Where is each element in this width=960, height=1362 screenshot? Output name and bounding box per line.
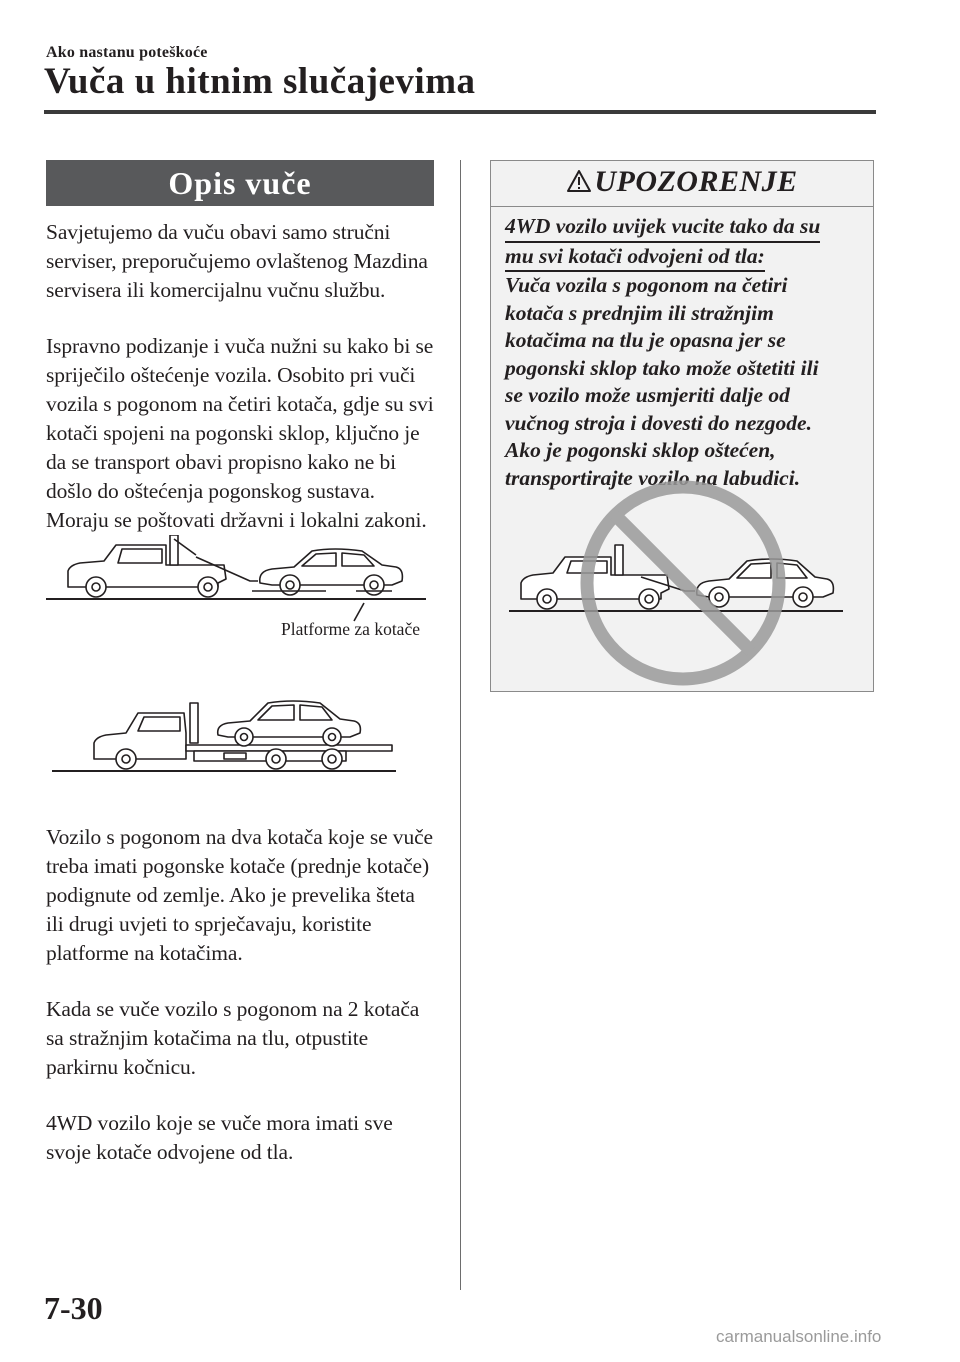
watermark: carmanualsonline.info (716, 1327, 882, 1346)
left-column (46, 160, 434, 1167)
warning-line: pogonski sklop tako može oštetiti ili (505, 355, 819, 380)
paragraph-5: 4WD vozilo koje se vuče mora imati sve svoje kotače odvojene od tla. (46, 1111, 393, 1164)
warning-underlined-line: mu svi kotači odvojeni od tla: (505, 243, 765, 273)
warning-line: se vozilo može usmjeriti dalje od (505, 383, 790, 407)
warning-line: vučnog stroja i dovesti do nezgode. (505, 410, 812, 435)
page-title: Vuča u hitnim slučajevima (44, 61, 476, 102)
prohibited-towing-illustration (491, 471, 875, 691)
warning-triangle-icon (566, 163, 592, 205)
chapter-label: Ako nastanu poteškoće (46, 44, 208, 61)
paragraph-4: Kada se vuče vozilo s pogonom na 2 kotača sa stražnjim kotačima na tlu, otpustite parkirnu kočnicu. (46, 997, 420, 1079)
warning-line: kotača s prednjim ili stražnjim (505, 300, 774, 325)
warning-text (505, 213, 865, 492)
page-number: 7-30 (44, 1290, 103, 1326)
warning-header (491, 161, 873, 207)
figure-flatbed-towing (46, 673, 434, 793)
warning-title: UPOZORENJE (594, 165, 798, 198)
warning-header-rule (491, 206, 873, 207)
header-rule (44, 110, 876, 114)
column-divider (460, 160, 461, 1290)
paragraph-1: Savjetujemo da vuču obavi samo stručni serviser, preporučujemo ovlaštenog Mazdina servisera ili komercijalnu vučnu službu. (46, 220, 428, 302)
paragraph-2: Ispravno podizanje i vuča nužni su kako bi se spriječilo oštećenje vozila. Osobito pri vuči vozila s pogonom na četiri kotača, gdje su svi kotači spojeni na pogonski sklop, ključno je da se transport obavi propisno kako ne bi došlo do oštećenja pogonskog sustava. Moraju se poštovati državni i lokalni zakoni. (46, 334, 434, 532)
warning-underlined-line: 4WD vozilo uvijek vucite tako da su (505, 213, 820, 243)
warning-line: kotačima na tlu je opasna jer se (505, 328, 786, 352)
warning-line: Vuča vozila s pogonom na četiri (505, 273, 788, 297)
figure-wheel-lift-towing (46, 535, 434, 645)
flatbed-tow-illustration (46, 673, 434, 793)
section-title: Opis vuče (46, 160, 434, 206)
figure-caption: Platforme za kotače (281, 619, 420, 639)
warning-line: transportirajte vozilo na labudici. (505, 465, 801, 490)
warning-box (490, 160, 874, 692)
warning-line: Ako je pogonski sklop oštećen, (505, 438, 776, 462)
paragraph-3: Vozilo s pogonom na dva kotača koje se vuče treba imati pogonske kotače (prednje kotače) podignute od zemlje. Ako je prevelika šteta ili drugi uvjeti to sprječavaju, koristite platforme na kotačima. (46, 825, 433, 965)
